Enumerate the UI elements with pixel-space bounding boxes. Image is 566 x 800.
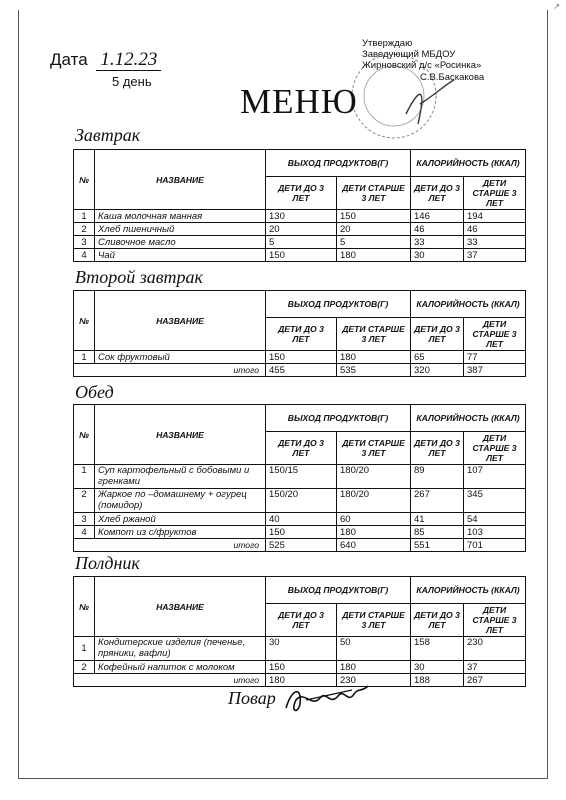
row-name: Компот из с/фруктов (95, 526, 266, 539)
total-out1: 180 (266, 674, 337, 687)
table-row (74, 249, 526, 262)
row-cal1: 30 (411, 661, 464, 674)
table-row (74, 489, 526, 513)
col-calories-header: КАЛОРИЙНОСТЬ (ККАЛ) (411, 405, 526, 432)
col-cal-over3-header: ДЕТИ СТАРШЕ 3 ЛЕТ (464, 604, 526, 637)
row-out1: 130 (266, 210, 337, 223)
row-out2: 180/20 (337, 489, 411, 513)
approval-signer-row (362, 72, 484, 83)
col-output-over3-header: ДЕТИ СТАРШЕ 3 ЛЕТ (337, 177, 411, 210)
total-cal2: 267 (464, 674, 526, 687)
row-out2: 20 (337, 223, 411, 236)
total-cal2: 701 (464, 539, 526, 552)
corner-mark: ↗ (553, 2, 560, 11)
row-cal1: 158 (411, 637, 464, 661)
row-cal2: 103 (464, 526, 526, 539)
total-out2: 640 (337, 539, 411, 552)
row-cal2: 107 (464, 465, 526, 489)
col-cal-over3-header: ДЕТИ СТАРШЕ 3 ЛЕТ (464, 432, 526, 465)
table-row (74, 526, 526, 539)
cook-signature-icon (282, 678, 372, 718)
row-name: Сок фруктовый (95, 351, 266, 364)
col-output-under3-header: ДЕТИ ДО 3 ЛЕТ (266, 318, 337, 351)
row-out1: 20 (266, 223, 337, 236)
row-cal1: 41 (411, 513, 464, 526)
snack-table (73, 576, 526, 687)
row-cal2: 54 (464, 513, 526, 526)
col-cal-under3-header: ДЕТИ ДО 3 ЛЕТ (411, 318, 464, 351)
date-label: Дата (50, 50, 88, 69)
col-num-header: № (74, 150, 95, 210)
col-cal-under3-header: ДЕТИ ДО 3 ЛЕТ (411, 604, 464, 637)
day-label: 5 день (112, 74, 152, 89)
second-breakfast-table (73, 290, 526, 377)
total-out1: 455 (266, 364, 337, 377)
row-cal1: 85 (411, 526, 464, 539)
section-title-snack: Полдник (75, 553, 140, 573)
table-row (74, 210, 526, 223)
col-name-header: НАЗВАНИЕ (95, 150, 266, 210)
row-num: 1 (74, 210, 95, 223)
row-out2: 180/20 (337, 465, 411, 489)
col-name-header: НАЗВАНИЕ (95, 577, 266, 637)
row-out1: 150/15 (266, 465, 337, 489)
section-title-breakfast: Завтрак (75, 125, 141, 145)
row-cal2: 345 (464, 489, 526, 513)
table-row (74, 236, 526, 249)
row-out1: 150 (266, 661, 337, 674)
row-name: Хлеб ржаной (95, 513, 266, 526)
row-num: 3 (74, 513, 95, 526)
row-out1: 30 (266, 637, 337, 661)
col-output-header: ВЫХОД ПРОДУКТОВ(Г) (266, 150, 411, 177)
total-cal1: 551 (411, 539, 464, 552)
col-calories-header: КАЛОРИЙНОСТЬ (ККАЛ) (411, 577, 526, 604)
approval-signer: С.В.Баскакова (420, 71, 485, 83)
row-cal2: 194 (464, 210, 526, 223)
col-output-under3-header: ДЕТИ ДО 3 ЛЕТ (266, 177, 337, 210)
row-cal2: 230 (464, 637, 526, 661)
col-num-header: № (74, 291, 95, 351)
col-num-header: № (74, 577, 95, 637)
row-cal2: 37 (464, 249, 526, 262)
table-row (74, 465, 526, 489)
row-name: Жаркое по –домашнему + огурец (помидор) (95, 489, 266, 513)
col-cal-under3-header: ДЕТИ ДО 3 ЛЕТ (411, 177, 464, 210)
table-row (74, 351, 526, 364)
date-row (50, 49, 161, 71)
row-cal2: 77 (464, 351, 526, 364)
col-output-header: ВЫХОД ПРОДУКТОВ(Г) (266, 405, 411, 432)
total-cal2: 387 (464, 364, 526, 377)
total-cal1: 188 (411, 674, 464, 687)
row-out2: 180 (337, 526, 411, 539)
row-num: 2 (74, 661, 95, 674)
total-out1: 525 (266, 539, 337, 552)
row-name: Кофейный напиток с молоком (95, 661, 266, 674)
row-out2: 180 (337, 661, 411, 674)
row-cal2: 46 (464, 223, 526, 236)
row-name: Чай (95, 249, 266, 262)
row-cal1: 30 (411, 249, 464, 262)
table-row (74, 637, 526, 661)
approval-line-2: Заведующий МБДОУ (362, 49, 456, 61)
col-calories-header: КАЛОРИЙНОСТЬ (ККАЛ) (411, 150, 526, 177)
total-label: итого (74, 674, 266, 687)
col-output-under3-header: ДЕТИ ДО 3 ЛЕТ (266, 432, 337, 465)
row-num: 2 (74, 223, 95, 236)
table-row (74, 661, 526, 674)
row-out2: 150 (337, 210, 411, 223)
table-row (74, 223, 526, 236)
row-out2: 180 (337, 249, 411, 262)
row-out1: 150 (266, 526, 337, 539)
date-value: 1.12.23 (96, 49, 161, 71)
col-calories-header: КАЛОРИЙНОСТЬ (ККАЛ) (411, 291, 526, 318)
col-output-header: ВЫХОД ПРОДУКТОВ(Г) (266, 577, 411, 604)
row-cal1: 46 (411, 223, 464, 236)
row-cal1: 33 (411, 236, 464, 249)
approval-line-1: Утверждаю (362, 38, 413, 49)
col-output-over3-header: ДЕТИ СТАРШЕ 3 ЛЕТ (337, 432, 411, 465)
col-output-over3-header: ДЕТИ СТАРШЕ 3 ЛЕТ (337, 318, 411, 351)
col-num-header: № (74, 405, 95, 465)
row-out1: 150 (266, 249, 337, 262)
row-cal1: 65 (411, 351, 464, 364)
col-output-over3-header: ДЕТИ СТАРШЕ 3 ЛЕТ (337, 604, 411, 637)
row-num: 4 (74, 526, 95, 539)
row-out1: 150/20 (266, 489, 337, 513)
row-out2: 60 (337, 513, 411, 526)
row-num: 3 (74, 236, 95, 249)
row-name: Хлеб пшеничный (95, 223, 266, 236)
row-out2: 5 (337, 236, 411, 249)
total-row (74, 539, 526, 552)
row-cal1: 89 (411, 465, 464, 489)
row-name: Суп картофельный с бобовыми и гренками (95, 465, 266, 489)
row-out2: 180 (337, 351, 411, 364)
col-name-header: НАЗВАНИЕ (95, 291, 266, 351)
row-name: Каша молочная манная (95, 210, 266, 223)
col-output-under3-header: ДЕТИ ДО 3 ЛЕТ (266, 604, 337, 637)
total-out2: 535 (337, 364, 411, 377)
col-name-header: НАЗВАНИЕ (95, 405, 266, 465)
row-out1: 40 (266, 513, 337, 526)
total-row (74, 364, 526, 377)
row-num: 1 (74, 465, 95, 489)
breakfast-table (73, 149, 526, 262)
row-num: 4 (74, 249, 95, 262)
table-row (74, 513, 526, 526)
approval-block (362, 38, 484, 83)
row-cal2: 33 (464, 236, 526, 249)
row-out1: 150 (266, 351, 337, 364)
page-title: МЕНЮ (240, 82, 358, 121)
col-cal-over3-header: ДЕТИ СТАРШЕ 3 ЛЕТ (464, 318, 526, 351)
row-out2: 50 (337, 637, 411, 661)
total-label: итого (74, 539, 266, 552)
row-num: 2 (74, 489, 95, 513)
col-cal-over3-header: ДЕТИ СТАРШЕ 3 ЛЕТ (464, 177, 526, 210)
row-cal1: 267 (411, 489, 464, 513)
row-out1: 5 (266, 236, 337, 249)
row-cal2: 37 (464, 661, 526, 674)
row-name: Сливочное масло (95, 236, 266, 249)
col-output-header: ВЫХОД ПРОДУКТОВ(Г) (266, 291, 411, 318)
total-cal1: 320 (411, 364, 464, 377)
lunch-table (73, 404, 526, 552)
row-num: 1 (74, 637, 95, 661)
total-out2: 230 (337, 674, 411, 687)
row-name: Кондитерские изделия (печенье, пряники, вафли) (95, 637, 266, 661)
section-title-second-breakfast: Второй завтрак (75, 267, 203, 287)
col-cal-under3-header: ДЕТИ ДО 3 ЛЕТ (411, 432, 464, 465)
section-title-lunch: Обед (75, 382, 114, 402)
cook-label: Повар (228, 688, 276, 708)
row-cal1: 146 (411, 210, 464, 223)
total-label: итого (74, 364, 266, 377)
row-num: 1 (74, 351, 95, 364)
approval-line-3: Жирновский д/с «Росинка» (362, 60, 482, 72)
